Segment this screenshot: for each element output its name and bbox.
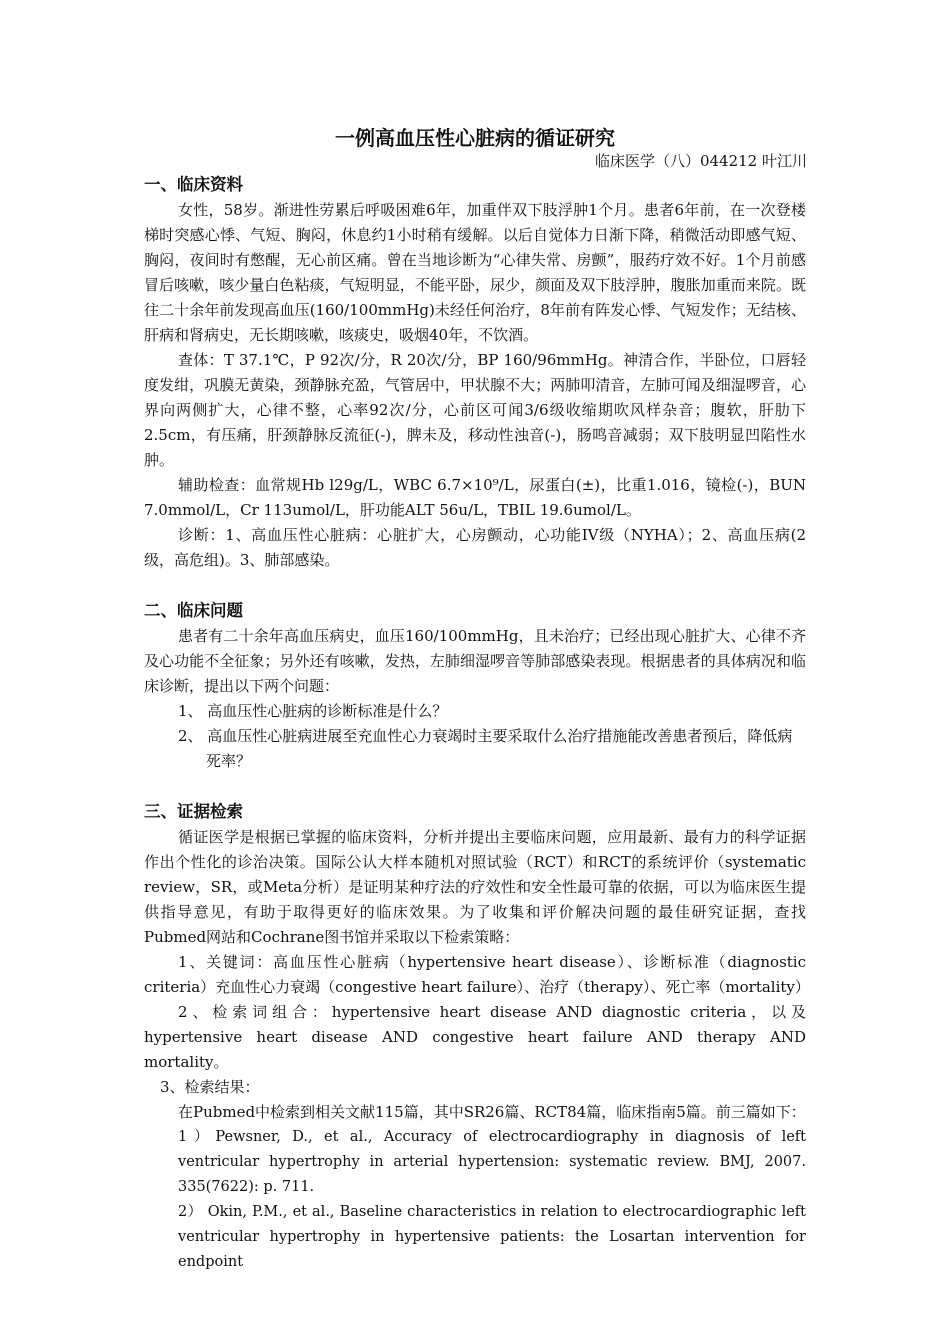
paragraph-search-terms: 2、检索词组合：hypertensive heart disease AND diagnostic criteria，以及hypertensive heart disease AND congestive heart failure AND therapy AND mortality。 <box>144 1003 806 1071</box>
paragraph-keywords: 1、关键词：高血压性心脏病（hypertensive heart disease）、诊断标准（diagnostic criteria）充血性心力衰竭（congestive heart failure）、治疗（therapy）、死亡率（mortality） <box>144 953 810 996</box>
spacer <box>144 573 806 598</box>
paragraph-results-label: 3、检索结果： <box>160 1078 260 1096</box>
section-heading-clinical-questions: 二、临床问题 <box>144 601 243 620</box>
section-heading-clinical-data: 一、临床资料 <box>144 175 243 194</box>
paragraph-questions-intro: 患者有二十余年高血压病史，血压160/100mmHg，且未治疗；已经出现心脏扩大、心律不齐及心功能不全征象；另外还有咳嗽，发热，左肺细湿啰音等肺部感染表现。根据患者的具体病况和临床诊断，提出以下两个问题： <box>144 627 806 695</box>
paragraph-diagnosis: 诊断：1、高血压性心脏病：心脏扩大，心房颤动，心功能IV级（NYHA）；2、高血压病(2级，高危组)。3、肺部感染。 <box>144 526 806 569</box>
paragraph-history: 女性，58岁。渐进性劳累后呼吸困难6年，加重伴双下肢浮肿1个月。患者6年前，在一次登楼梯时突感心悸、气短、胸闷，休息约1小时稍有缓解。以后自觉体力日渐下降，稍微活动即感气短、胸闷，夜间时有憋醒，无心前区痛。曾在当地诊断为“心律失常、房颤”，服药疗效不好。1个月前感冒后咳嗽，咳少量白色粘痰，气短明显，不能平卧，尿少，颜面及双下肢浮肿，腹胀加重而来院。既往二十余年前发现高血压(160/100mmHg)未经任何治疗，8年前有阵发心悸、气短发作；无结核、肝病和肾病史，无长期咳嗽，咳痰史，吸烟40年，不饮酒。 <box>144 201 806 344</box>
document-body <box>144 172 810 1275</box>
paragraph-results: 在Pubmed中检索到相关文献115篇，其中SR26篇、RCT84篇，临床指南5篇。前三篇如下： <box>178 1103 806 1121</box>
question-item-2: 2、 高血压性心脏病进展至充血性心力衰竭时主要采取什么治疗措施能改善患者预后，降低病死率？ <box>178 727 793 770</box>
author-line: 临床医学（八）044212 叶江川 <box>594 152 807 170</box>
paragraph-lab: 辅助检查：血常规Hb l29g/L，WBC 6.7×10⁹/L，尿蛋白(±)，比重1.016，镜检(-)，BUN 7.0mmol/L，Cr 113umol/L，肝功能ALT 56u/L，TBIL 19.6umol/L。 <box>144 476 806 519</box>
paragraph-exam: 查体：T 37.1℃，P 92次/分，R 20次/分，BP 160/96mmHg。神清合作，半卧位，口唇轻度发绀，巩膜无黄染，颈静脉充盈，气管居中，甲状腺不大；两肺叩清音，左肺可闻及细湿啰音，心界向两侧扩大，心律不整，心率92次/分，心前区可闻3/6级收缩期吹风样杂音；腹软，肝肋下2.5cm，有压痛，肝颈静脉反流征(-)，脾未及，移动性浊音(-)，肠鸣音减弱；双下肢明显凹陷性水肿。 <box>144 351 806 469</box>
document-title: 一例高血压性心脏病的循证研究 <box>335 126 615 150</box>
reference-item-2: 2） Okin, P.M., et al., Baseline characteristics in relation to electrocardiographic left ventricular hypertrophy in hypertensive patients: the Losartan intervention for endpoint <box>178 1204 806 1270</box>
reference-item-1: 1）Pewsner, D., et al., Accuracy of electrocardiography in diagnosis of left ventricular hypertrophy in arterial hypertension: systematic review. BMJ, 2007. 335(7622): p. 711. <box>178 1129 806 1195</box>
question-item-1: 1、 高血压性心脏病的诊断标准是什么？ <box>178 702 448 720</box>
paragraph-ebm-intro: 循证医学是根据已掌握的临床资料，分析并提出主要临床问题，应用最新、最有力的科学证据作出个性化的诊治决策。国际公认大样本随机对照试验（RCT）和RCT的系统评价（systematic review，SR，或Meta分析）是证明某种疗法的疗效性和安全性最可靠的依据，可以为临床医生提供指导意见，有助于取得更好的临床效果。为了收集和评价解决问题的最佳研究证据，查找Pubmed网站和Cochrane图书馆并采取以下检索策略： <box>144 828 806 946</box>
spacer <box>144 774 806 799</box>
section-heading-evidence-search: 三、证据检索 <box>144 802 243 821</box>
